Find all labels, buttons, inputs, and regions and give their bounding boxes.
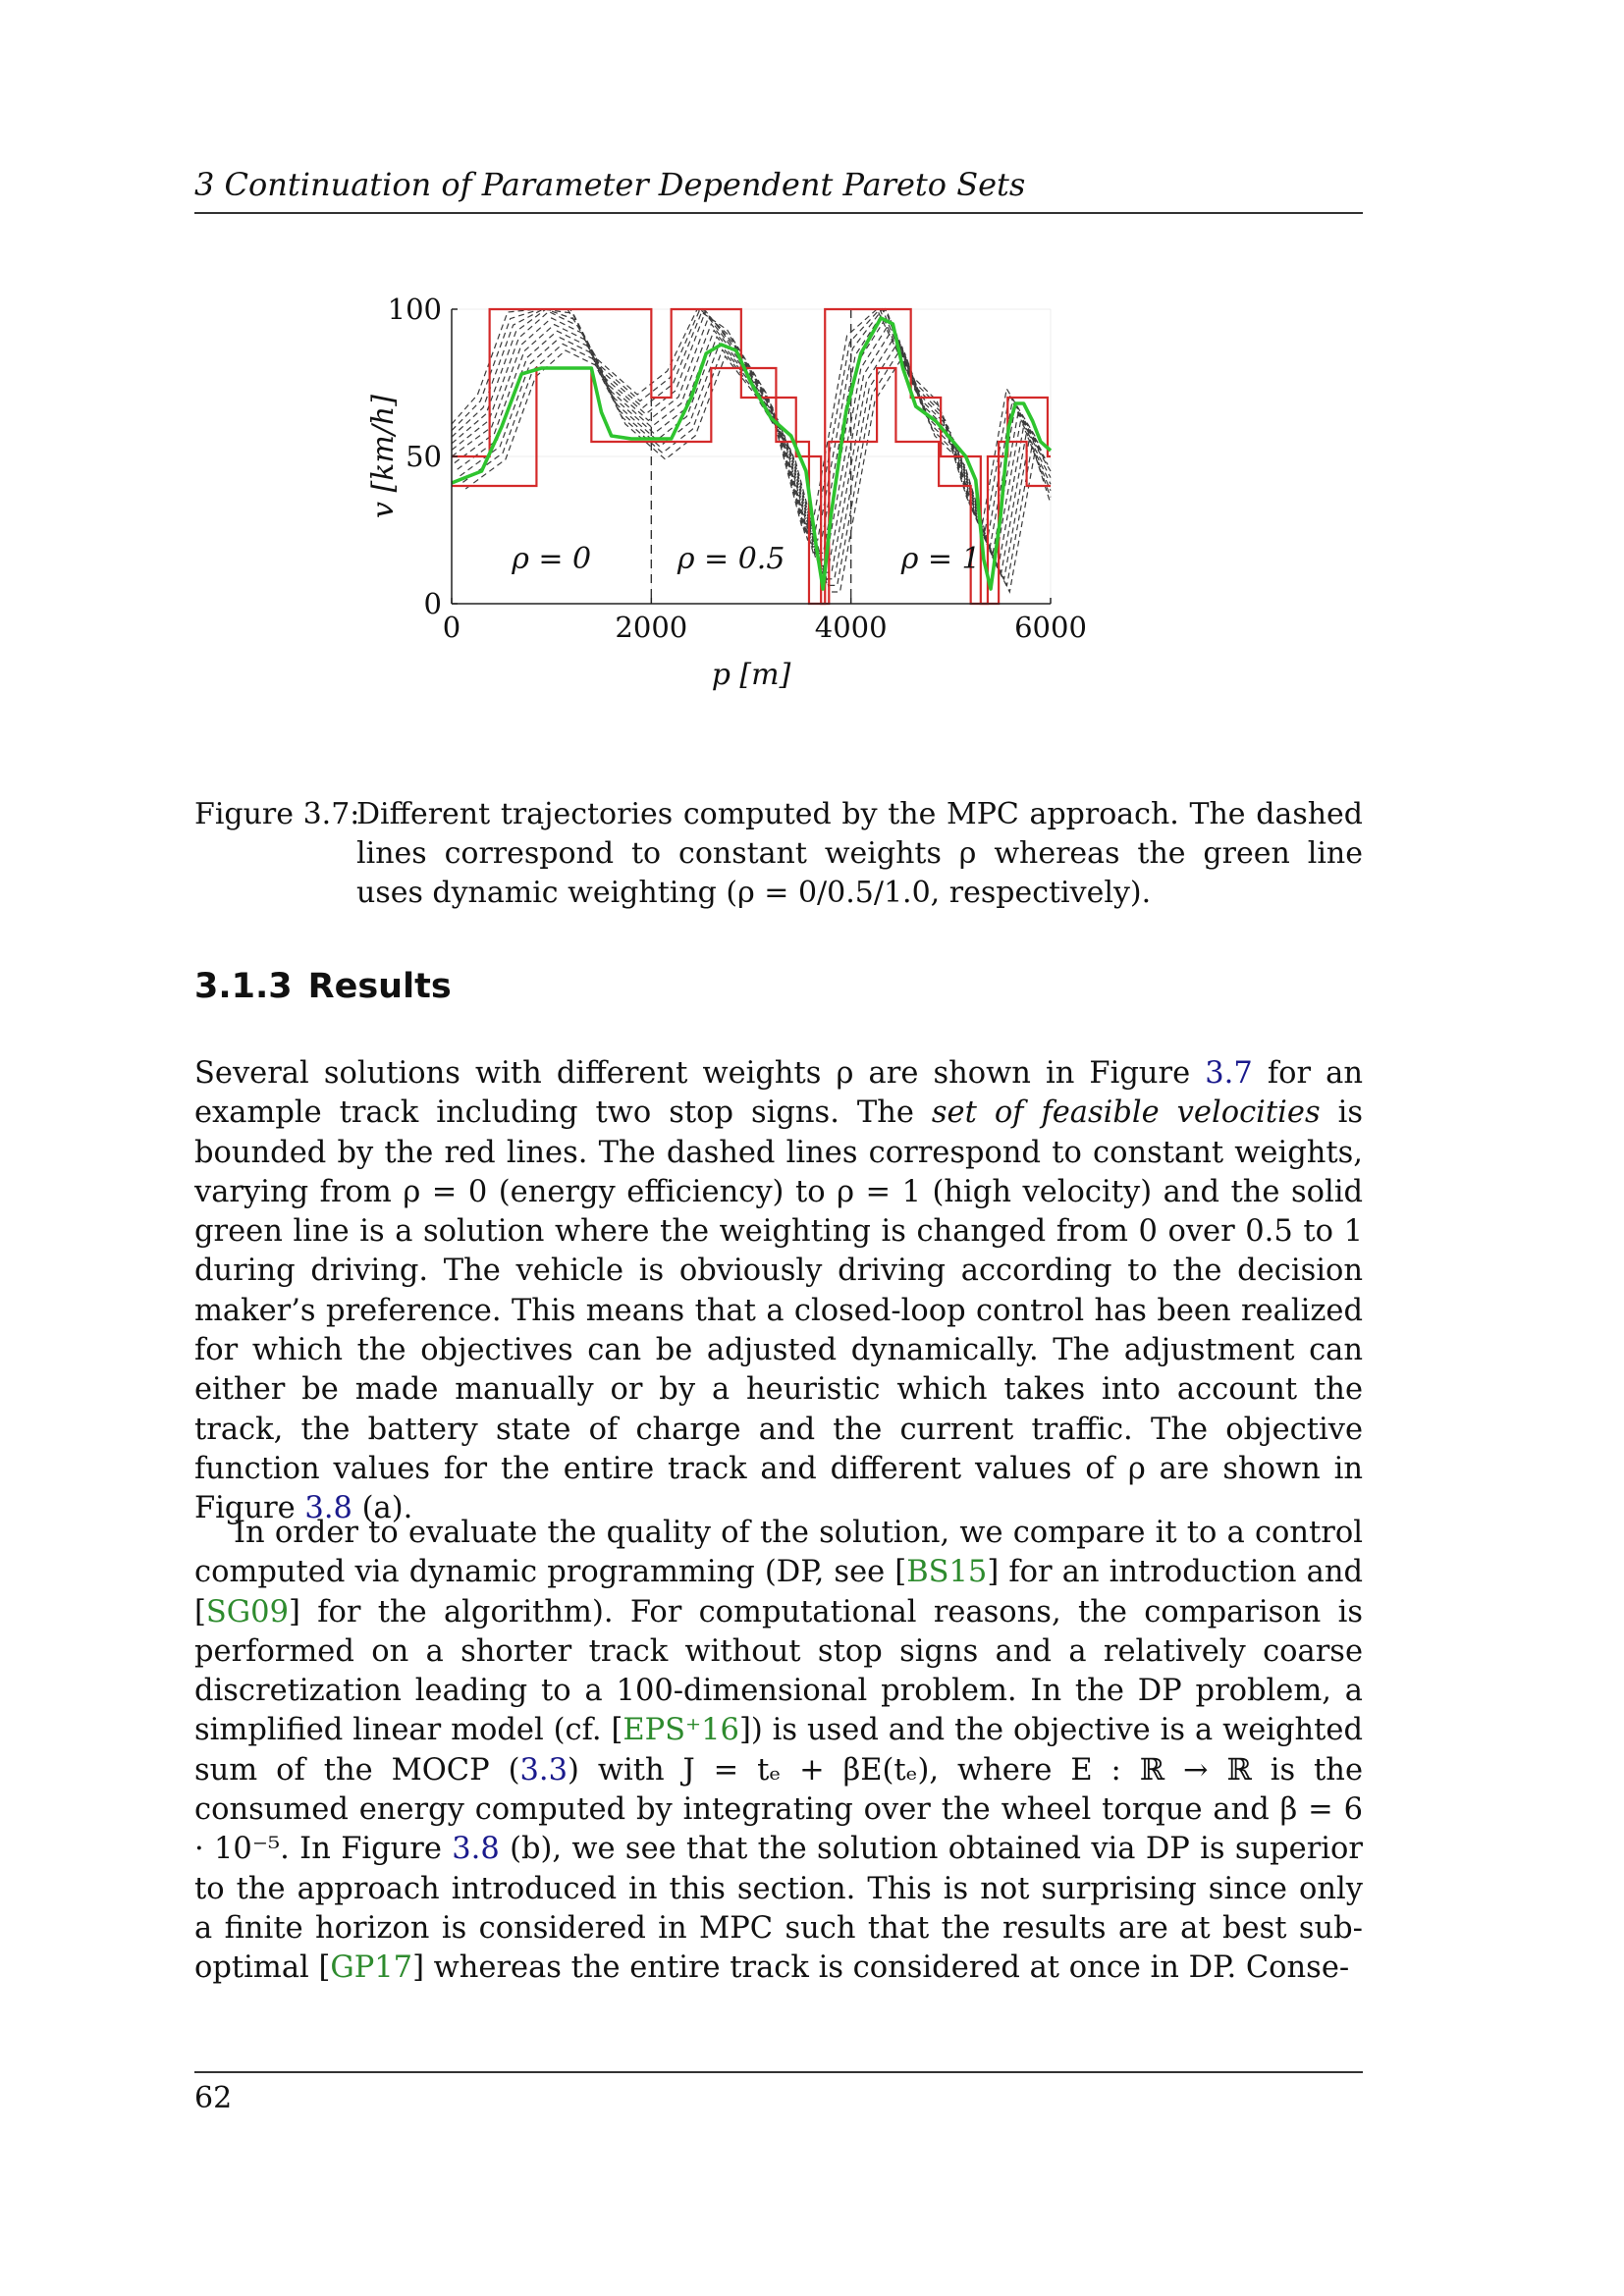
x-tick-label: 2000: [615, 611, 688, 644]
text-run: ) with J = tₑ + βE(tₑ), where E : ℝ → ℝ is the consumed energy computed by integrating over the wheel torque and β = 6 · 10⁻⁵. In Figure: [194, 1752, 1363, 1867]
constant-weight-trajectory: [452, 309, 1042, 540]
paragraph-results: [194, 1054, 1363, 1529]
y-tick-label: 50: [406, 440, 442, 473]
x-tick-label: 0: [442, 611, 461, 644]
text-run: ]) is used and the objective is a weighted sum of the MOCP (: [194, 1713, 1363, 1788]
footer-rule: [194, 2071, 1363, 2073]
constant-weight-trajectory: [452, 309, 1045, 547]
running-header: 3 Continuation of Parameter Dependent Pareto Sets: [194, 165, 1363, 214]
paragraph-dp-comparison: [194, 1514, 1363, 1989]
text-run: (a).: [352, 1491, 413, 1526]
text-run: In order to evaluate the quality of the solution, we compare it to a control computed via dynamic programming (DP, see [: [194, 1516, 1363, 1590]
cross-ref-link[interactable]: 3.7: [1205, 1056, 1253, 1091]
rho-annotation: ρ = 1: [900, 542, 981, 576]
figure-3-7: [324, 280, 1188, 721]
caption-text: Different trajectories computed by the MPC approach. The dashed lines correspond to constant weights ρ whereas the green line uses dynamic weighting (ρ = 0/0.5/1.0, respectively).: [356, 797, 1363, 910]
page-number: 62: [194, 2081, 233, 2115]
text-run: is bounded by the red lines. The dashed lines correspond to constant weights, varying from ρ = 0 (energy efficiency) to ρ = 1 (high velocity) and the solid green line is a solution where the weighting is changed from 0 over 0.5 to 1 during driving. The vehicle is obviously driving according to the decision maker’s preference. This means that a closed-loop control has been realized for which the objectives can be adjusted dynamically. The adjustment can either be made manually or by a heuristic which takes into account the track, the battery state of charge and the current traffic. The objective function values for the entire track and different values of ρ are shown in Figure: [194, 1095, 1364, 1526]
figure-caption: [194, 795, 1363, 913]
constant-weight-trajectory: [452, 311, 1048, 553]
section-number: 3.1.3: [194, 967, 293, 1006]
cross-ref-link[interactable]: 3.8: [452, 1832, 500, 1867]
velocity-chart: [324, 280, 1188, 721]
y-tick-label: 0: [423, 587, 442, 620]
citation-link[interactable]: BS15: [906, 1555, 988, 1590]
y-axis-label: v [km/h]: [366, 395, 401, 518]
text-run: ] for the algorithm). For computational reasons, the comparison is performed on a shorter track without stop signs and a relatively coarse discretization leading to a 100-dimensional problem. In the DP problem, a simplified linear model (cf. [: [194, 1594, 1363, 1748]
section-heading: [194, 967, 452, 1006]
x-axis-label: p [m]: [711, 658, 791, 692]
constant-weight-trajectory: [452, 309, 1037, 527]
rho-annotation: ρ = 0.5: [677, 542, 785, 576]
citation-link[interactable]: SG09: [205, 1594, 289, 1629]
citation-link[interactable]: EPS⁺16: [623, 1713, 739, 1748]
rho-annotation: ρ = 0: [512, 542, 592, 576]
text-run: ] whereas the entire track is considered at once in DP. Conse-: [412, 1950, 1350, 1986]
caption-label: Figure 3.7:: [194, 797, 360, 831]
constant-weight-trajectory: [452, 309, 1040, 534]
y-tick-label: 100: [387, 293, 442, 326]
section-title: Results: [307, 967, 452, 1006]
text-run: (b), we see that the solution obtained via DP is superior to the approach introduced in this section. This is not surprising since only a finite horizon is considered in MPC such that the results are at best sub-optimal [: [194, 1832, 1363, 1986]
emphasis-text: set of feasible velocities: [931, 1095, 1321, 1131]
text-run: ] for an introduction and [: [194, 1555, 1364, 1629]
text-run: Several solutions with different weights ρ are shown in Figure: [194, 1056, 1206, 1091]
x-tick-label: 6000: [1014, 611, 1087, 644]
cross-ref-link[interactable]: 3.8: [304, 1491, 352, 1526]
text-run: for an example track including two stop signs. The: [194, 1056, 1363, 1131]
x-tick-label: 4000: [814, 611, 888, 644]
cross-ref-link[interactable]: 3.3: [519, 1752, 568, 1788]
citation-link[interactable]: GP17: [330, 1950, 413, 1986]
